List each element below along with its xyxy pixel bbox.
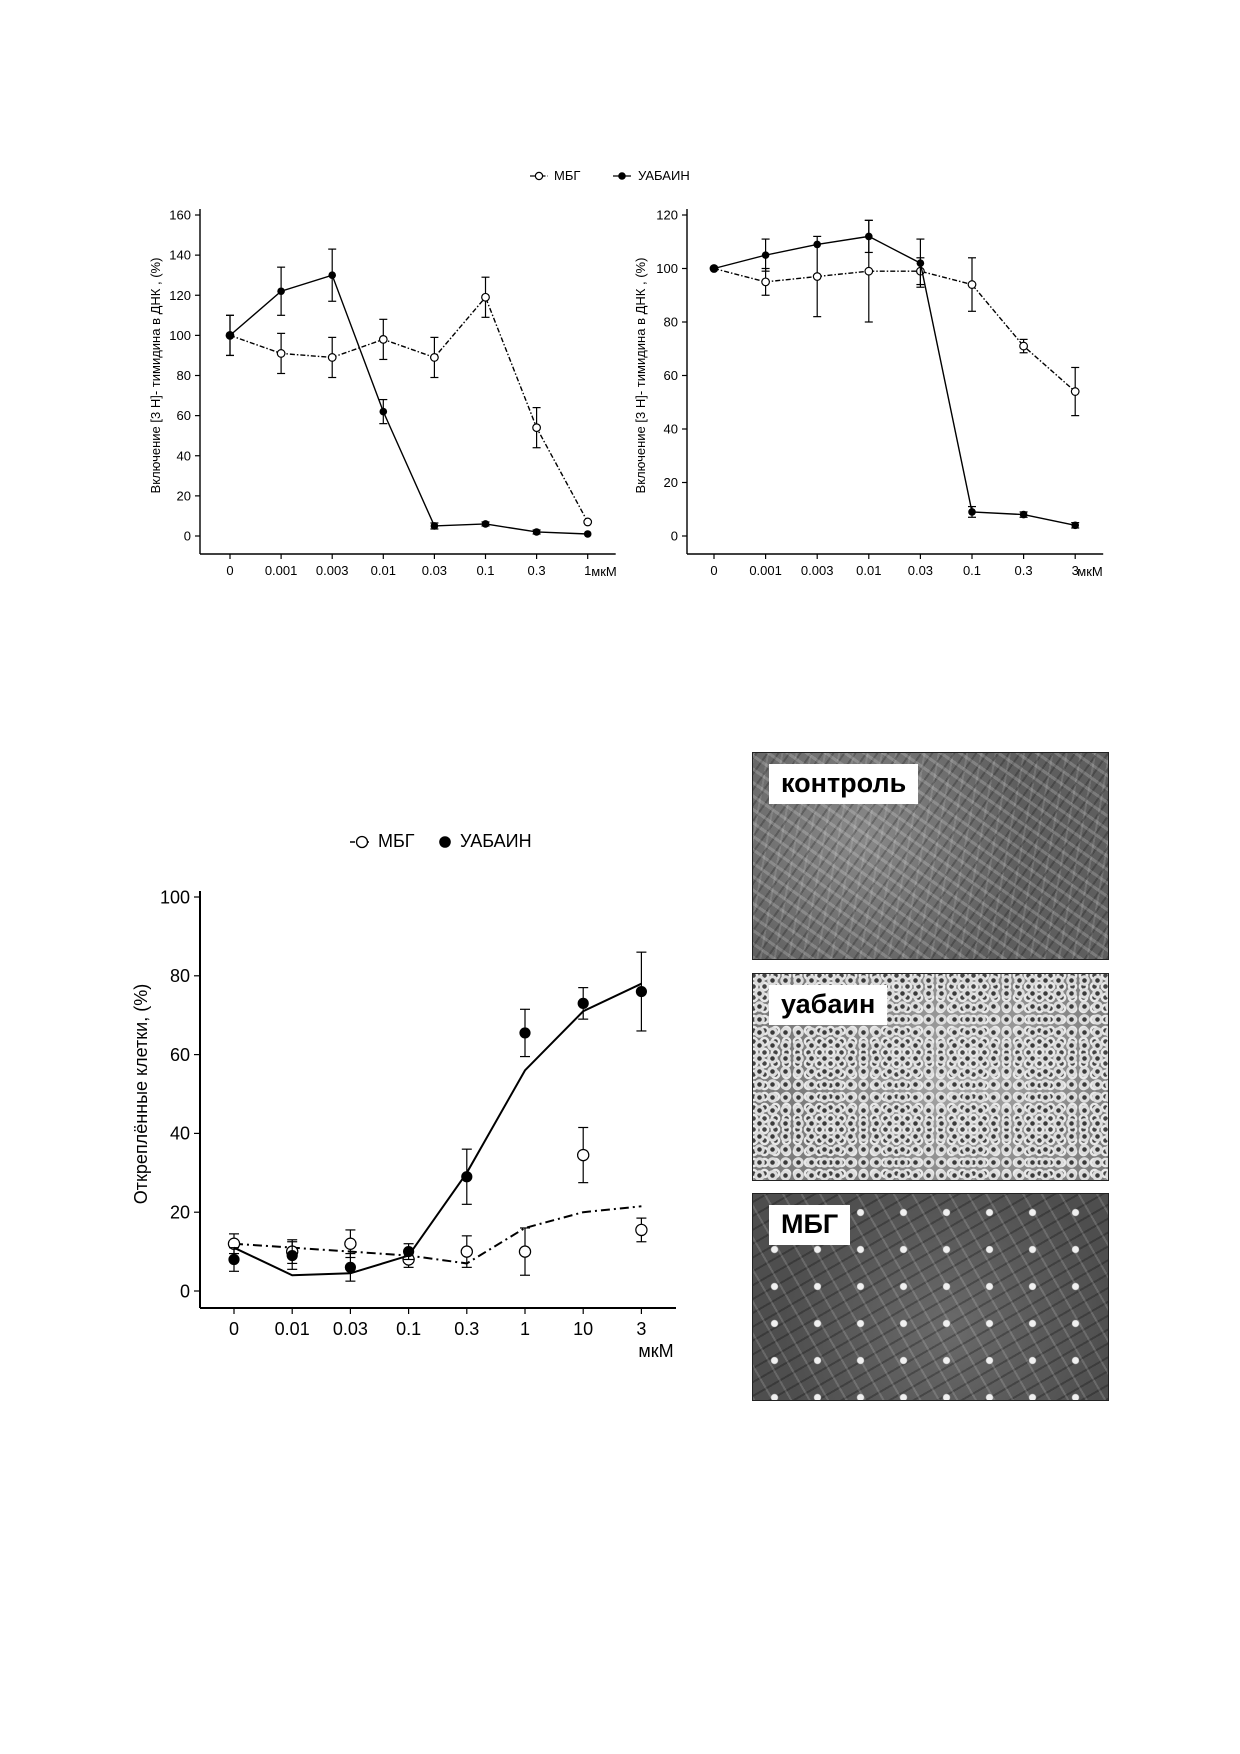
x-tick-label: 1 xyxy=(584,563,592,578)
data-point-ouabain xyxy=(578,998,589,1009)
y-tick-label: 20 xyxy=(169,1202,190,1223)
data-point-mbg xyxy=(636,1224,647,1235)
data-point-mbg xyxy=(345,1238,356,1249)
x-axis-unit-label: мкМ xyxy=(591,564,617,579)
y-axis-label: Открeплённые клетки, (%) xyxy=(131,983,151,1205)
y-tick-label: 60 xyxy=(169,1044,190,1065)
y-tick-label: 60 xyxy=(663,368,678,384)
data-point-ouabain xyxy=(762,251,770,259)
photo-label-control: контроль xyxy=(769,764,918,804)
data-point-ouabain xyxy=(917,259,925,267)
x-tick-label: 3 xyxy=(1071,563,1079,578)
data-point-mbg xyxy=(813,273,821,281)
x-tick-label: 0 xyxy=(228,1319,240,1339)
series-line-ouabain xyxy=(234,984,641,1276)
legend-bottom-label-mbg: МБГ xyxy=(378,831,415,851)
x-tick-label: 0.1 xyxy=(476,563,495,578)
x-tick-label: 0.001 xyxy=(749,563,782,578)
legend-top-label-ouabain: УАБАИН xyxy=(638,168,690,183)
x-tick-label: 10 xyxy=(573,1319,594,1339)
data-point-ouabain xyxy=(519,1027,530,1038)
x-tick-label: 0.01 xyxy=(370,563,396,578)
y-tick-label: 0 xyxy=(183,528,191,544)
data-point-mbg xyxy=(1020,342,1028,350)
y-tick-label: 160 xyxy=(169,207,191,223)
y-axis-label: Включение [3 H]- тимидина в ДНК , (%) xyxy=(148,257,163,494)
photo-ouabain xyxy=(752,973,1109,1181)
data-point-ouabain xyxy=(345,1262,356,1273)
x-tick-label: 0.001 xyxy=(264,563,298,578)
data-point-mbg xyxy=(578,1149,589,1160)
data-point-mbg xyxy=(968,281,976,289)
x-tick-label: 3 xyxy=(636,1319,647,1339)
data-point-ouabain xyxy=(1071,522,1079,530)
y-tick-label: 100 xyxy=(159,887,190,908)
chart-thymidine-2 xyxy=(0,0,1240,620)
y-tick-label: 40 xyxy=(169,1123,190,1144)
y-tick-label: 80 xyxy=(176,368,191,384)
data-point-mbg xyxy=(1071,388,1079,396)
x-tick-label: 0.003 xyxy=(315,563,349,578)
data-point-ouabain xyxy=(228,1254,239,1265)
y-tick-label: 80 xyxy=(663,314,678,330)
x-tick-label: 0.003 xyxy=(800,563,834,578)
chart-detached-cells xyxy=(0,760,720,1380)
y-axis-label: Включение [3 H]- тимидина в ДНК , (%) xyxy=(633,257,648,494)
x-tick-label: 0 xyxy=(226,563,234,578)
data-point-ouabain xyxy=(1020,511,1028,519)
photo-label-mbg: МБГ xyxy=(769,1205,850,1245)
x-tick-label: 0.3 xyxy=(527,563,546,578)
y-tick-label: 140 xyxy=(169,247,191,263)
y-tick-label: 40 xyxy=(663,421,678,437)
x-tick-label: 0.3 xyxy=(1014,563,1033,578)
y-tick-label: 40 xyxy=(176,448,191,464)
x-axis-unit-label: мкМ xyxy=(1077,564,1103,579)
x-tick-label: 0.03 xyxy=(332,1319,368,1339)
x-tick-label: 0.01 xyxy=(274,1319,310,1339)
data-point-ouabain xyxy=(710,265,718,273)
data-point-mbg xyxy=(865,267,873,275)
data-point-mbg xyxy=(519,1246,530,1257)
legend-top-label-mbg: МБГ xyxy=(554,168,581,183)
x-tick-label: 1 xyxy=(519,1319,531,1339)
photo-control xyxy=(752,752,1109,960)
data-point-mbg xyxy=(762,278,770,286)
x-tick-label: 0.03 xyxy=(907,563,934,578)
data-point-ouabain xyxy=(865,233,873,241)
data-point-ouabain xyxy=(813,241,821,249)
y-tick-label: 0 xyxy=(179,1281,190,1302)
y-tick-label: 100 xyxy=(656,261,678,277)
x-tick-label: 0.03 xyxy=(421,563,448,578)
x-tick-label: 0.01 xyxy=(856,563,882,578)
y-tick-label: 120 xyxy=(656,207,678,223)
x-tick-label: 0.3 xyxy=(454,1319,480,1339)
x-tick-label: 0.1 xyxy=(962,563,982,578)
x-axis-unit-label: мкМ xyxy=(638,1341,674,1361)
series-line-mbg xyxy=(714,269,1075,392)
data-point-ouabain xyxy=(968,508,976,516)
photo-mbg xyxy=(752,1193,1109,1401)
y-tick-label: 20 xyxy=(663,475,678,491)
x-tick-label: 0 xyxy=(710,563,718,578)
data-point-ouabain xyxy=(287,1250,298,1261)
y-tick-label: 80 xyxy=(169,966,190,987)
data-point-ouabain xyxy=(636,986,647,997)
data-point-mbg xyxy=(461,1246,472,1257)
y-tick-label: 20 xyxy=(176,488,191,504)
y-tick-label: 100 xyxy=(169,327,191,343)
y-tick-label: 60 xyxy=(176,408,191,424)
y-tick-label: 0 xyxy=(670,528,678,544)
x-tick-label: 0.1 xyxy=(396,1319,422,1339)
data-point-ouabain xyxy=(403,1246,414,1257)
data-point-ouabain xyxy=(461,1171,472,1182)
legend-bottom-label-ouabain: УАБАИН xyxy=(460,831,532,851)
photo-label-ouabain: уабаин xyxy=(769,985,887,1025)
y-tick-label: 120 xyxy=(169,287,191,303)
